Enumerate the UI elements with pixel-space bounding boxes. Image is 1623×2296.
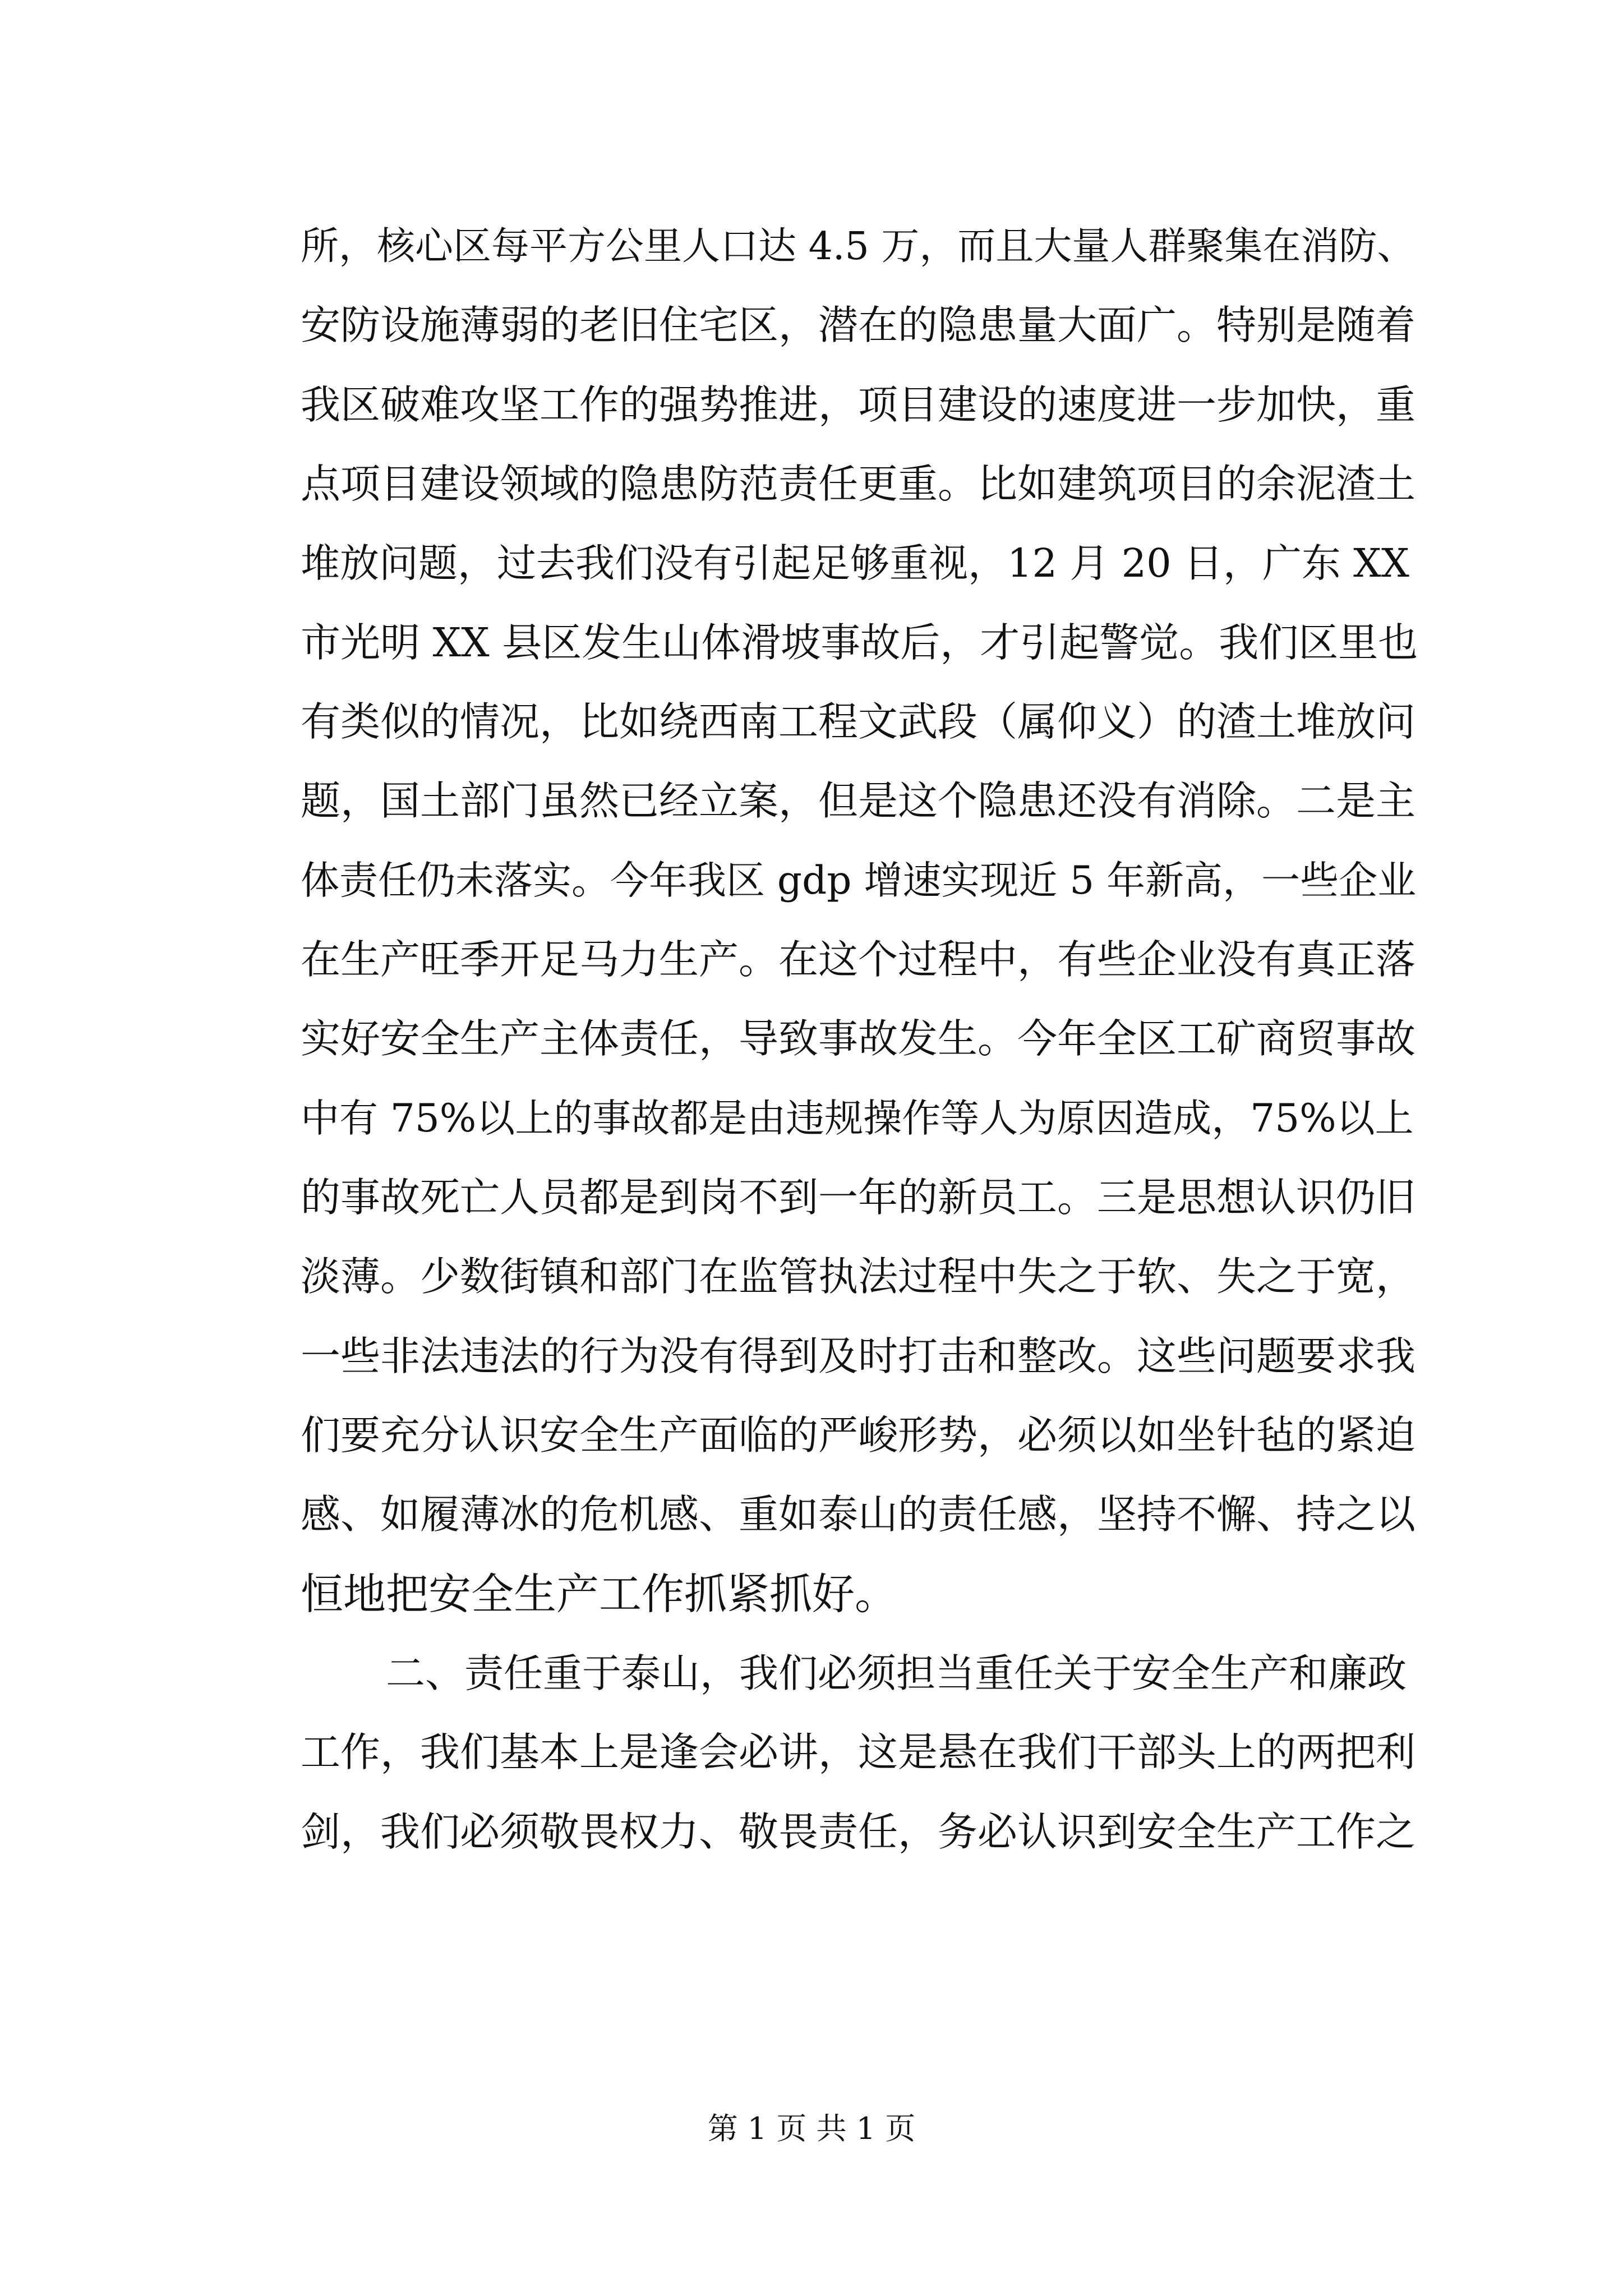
body-line-10: 在生产旺季开足马力生产。在这个过程中，有些企业没有真正落 [301,936,1416,983]
body-line-7: 有类似的情况，比如绕西南工程文武段（属仰义）的渣土堆放问 [301,698,1416,745]
body-line-3: 我区破难攻坚工作的强势推进，项目建设的速度进一步加快，重 [301,381,1416,428]
page-footer: 第 1 页 共 1 页 [707,2111,916,2146]
body-line-17: 感、如履薄冰的危机感、重如泰山的责任感，坚持不懈、持之以 [301,1491,1416,1538]
body-line-8: 题，国土部门虽然已经立案，但是这个隐患还没有消除。二是主 [301,777,1416,824]
body-line-2: 安防设施薄弱的老旧住宅区，潜在的隐患量大面广。特别是随着 [301,302,1416,348]
body-line-1: 所，核心区每平方公里人口达 4.5 万，而且大量人群聚集在消防、 [301,224,1415,269]
body-line-20: 工作，我们基本上是逢会必讲，这是悬在我们干部头上的两把利 [301,1729,1416,1775]
body-line-16: 们要充分认识安全生产面临的严峻形势，必须以如坐针毡的紧迫 [301,1412,1416,1458]
body-line-18: 恒地把安全生产工作抓紧抓好。 [301,1569,897,1619]
body-line-15: 一些非法违法的行为没有得到及时打击和整改。这些问题要求我 [301,1333,1416,1379]
section-heading-line: 二、责任重于泰山，我们必须担当重任关于安全生产和廉政 [386,1650,1407,1696]
body-line-14: 淡薄。少数街镇和部门在监管执法过程中失之于软、失之于宽， [301,1253,1416,1300]
body-line-11: 实好安全生产主体责任，导致事故发生。今年全区工矿商贸事故 [301,1015,1416,1062]
body-line-13: 的事故死亡人员都是到岗不到一年的新员工。三是思想认识仍旧 [301,1174,1416,1221]
body-line-21: 剑，我们必须敬畏权力、敬畏责任，务必认识到安全生产工作之 [301,1809,1416,1855]
body-line-6: 市光明 XX 县区发生山体滑坡事故后，才引起警觉。我们区里也 [301,619,1418,666]
body-line-4: 点项目建设领域的隐患防范责任更重。比如建筑项目的余泥渣土 [301,461,1416,507]
body-line-12: 中有 75%以上的事故都是由违规操作等人为原因造成，75%以上 [301,1096,1414,1141]
body-line-9: 体责任仍未落实。今年我区 gdp 增速实现近 5 年新高，一些企业 [301,858,1417,903]
body-line-5: 堆放问题，过去我们没有引起足够重视，12 月 20 日，广东 XX [301,540,1409,586]
